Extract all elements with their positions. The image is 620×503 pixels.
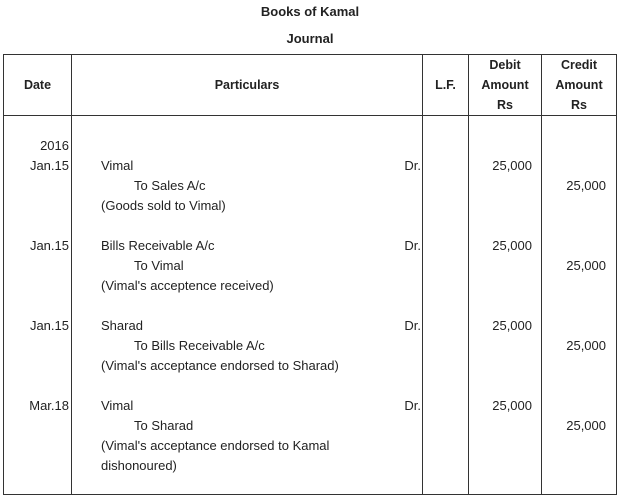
- header-debit-amount: [469, 55, 542, 116]
- journal-entry: [4, 316, 617, 376]
- entry-debit-account: Vimal: [101, 397, 134, 413]
- entry-debit-amount: 25,000: [492, 237, 532, 253]
- header-credit-line-3: Rs: [571, 98, 587, 112]
- journal-entry: [4, 156, 617, 216]
- book-title: Books of Kamal: [260, 4, 360, 19]
- header-debit-line-1: Debit: [489, 58, 521, 72]
- entry-narration: (Goods sold to Vimal): [101, 197, 226, 213]
- header-credit-line-1: Credit: [560, 58, 598, 72]
- entry-narration: (Vimal's acceptence received): [101, 277, 274, 293]
- year-row: [4, 136, 617, 156]
- spacer-row: [4, 476, 617, 495]
- journal-entry: [4, 236, 617, 296]
- entry-debit-account: Bills Receivable A/c: [101, 237, 215, 253]
- entry-debit-amount: 25,000: [492, 317, 532, 333]
- entry-date: Jan.15: [29, 317, 69, 333]
- entry-date: Jan.15: [29, 157, 69, 173]
- entry-debit-account: Sharad: [101, 317, 143, 333]
- spacer-row: [4, 376, 617, 396]
- entry-credit-amount: 25,000: [566, 257, 606, 273]
- header-credit-line-2: Amount: [555, 78, 603, 92]
- header-credit-amount: [542, 55, 617, 116]
- header-lf: L.F.: [423, 55, 469, 116]
- entry-credit-amount: 25,000: [566, 337, 606, 353]
- entry-debit-account: Vimal: [101, 157, 134, 173]
- header-debit-line-3: Rs: [497, 98, 513, 112]
- spacer-row: [4, 216, 617, 236]
- journal-title: Journal: [286, 31, 334, 46]
- header-debit-line-2: Amount: [481, 78, 529, 92]
- entry-dr-label: Dr.: [404, 157, 421, 173]
- journal-table: [3, 54, 617, 495]
- entry-credit-amount: 25,000: [566, 417, 606, 433]
- spacer-row: [4, 296, 617, 316]
- entry-narration-continued: dishonoured): [101, 457, 177, 473]
- entry-date: Mar.18: [29, 397, 69, 413]
- journal-entry: [4, 396, 617, 476]
- entry-debit-amount: 25,000: [492, 397, 532, 413]
- journal-header-row: [4, 55, 617, 116]
- entry-credit-account: To Sales A/c: [134, 177, 206, 193]
- entry-dr-label: Dr.: [404, 237, 421, 253]
- entry-credit-account: To Bills Receivable A/c: [134, 337, 265, 353]
- entry-date: Jan.15: [29, 237, 69, 253]
- entry-credit-account: To Vimal: [134, 257, 184, 273]
- entry-credit-amount: 25,000: [566, 177, 606, 193]
- entry-narration: (Vimal's acceptance endorsed to Sharad): [101, 357, 339, 373]
- entry-debit-amount: 25,000: [492, 157, 532, 173]
- year-label: 2016: [40, 137, 69, 153]
- header-date: Date: [4, 55, 72, 116]
- entry-dr-label: Dr.: [404, 397, 421, 413]
- entry-credit-account: To Sharad: [134, 417, 194, 433]
- header-particulars: Particulars: [72, 55, 423, 116]
- spacer-row: [4, 116, 617, 136]
- entry-dr-label: Dr.: [404, 317, 421, 333]
- entry-narration: (Vimal's acceptance endorsed to Kamal: [101, 437, 330, 453]
